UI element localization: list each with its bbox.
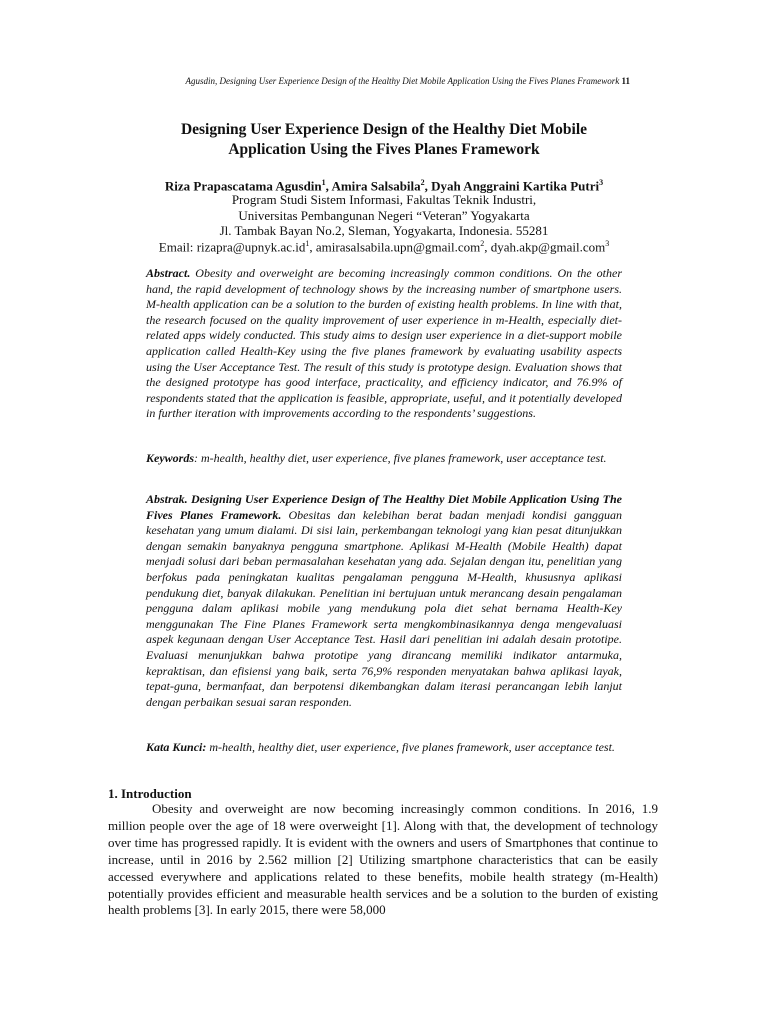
keywords-english <box>146 451 622 467</box>
section-heading-introduction: 1. Introduction <box>108 786 192 801</box>
kata-kunci-label: Kata Kunci: <box>146 740 207 754</box>
email-mark: 3 <box>605 239 610 248</box>
email-line <box>60 236 708 255</box>
email-label: Email: <box>158 239 197 255</box>
author-name: Dyah Anggraini Kartika Putri <box>431 178 600 194</box>
email-separator: , <box>309 239 316 255</box>
author-separator: , <box>325 178 332 194</box>
affiliation-address: Jl. Tambak Bayan No.2, Sleman, Yogyakarta, Indonesia. 55281 <box>219 223 549 238</box>
abstract-label: Abstract. <box>146 266 191 280</box>
running-title: Agusdin, Designing User Experience Design of the Healthy Diet Mobile Application Using the Fives Planes Framework <box>185 76 620 86</box>
email-address: amirasalsabila.upn@gmail.com <box>315 239 481 255</box>
keywords-label: Keywords <box>146 451 194 465</box>
paper-title <box>100 120 668 160</box>
email-mark: 1 <box>305 239 310 248</box>
author-name: Amira Salsabila <box>331 178 421 194</box>
title-line-1: Designing User Experience Design of the Healthy Diet Mobile <box>180 121 588 138</box>
email-mark: 2 <box>480 239 485 248</box>
author-name: Riza Prapascatama Agusdin <box>164 178 322 194</box>
abstract-body: Obesity and overweight are becoming increasingly common conditions. On the other hand, the rapid development of technology shows by the increasing number of smartphone users. M-health application can be a solution to the burden of existing health problems. In line with that, the research focused on the quality improvement of user experience in m-Health, especially diet-related apps widely conducted. This study aims to design user experience in a diet-support mobile application called Health-Key using the five planes framework by evaluating usability aspects using the User Acceptance Test. The result of this study is prototype design. Evaluation shows that the designed prototype has good interface, practicality, and efficiency indicator, and 76.9% of respondents stated that the application is feasible, appropriate, useful, and it potentially developed in further iteration with improvements according to the respondents’ suggestions. <box>146 266 622 421</box>
abstract-indonesian <box>146 492 622 710</box>
keywords-indonesian <box>146 740 622 756</box>
kata-kunci-body: m-health, healthy diet, user experience, five planes framework, user acceptance test. <box>206 740 615 754</box>
affiliation-line: Program Studi Sistem Informasi, Fakultas Teknik Industri, <box>231 192 537 207</box>
keywords-body: : m-health, healthy diet, user experience, five planes framework, user acceptance test. <box>194 451 607 465</box>
abstract-english <box>146 266 622 422</box>
affiliation <box>60 192 708 239</box>
author-separator: , <box>424 178 432 194</box>
author-affiliation-mark: 3 <box>599 178 604 187</box>
affiliation-line: Universitas Pembangunan Negeri “Veteran” Yogyakarta <box>238 207 530 223</box>
email-address: dyah.akp@gmail.com <box>490 239 606 255</box>
running-header <box>60 76 630 86</box>
author-affiliation-mark: 2 <box>420 178 425 187</box>
abstrak-label: Abstrak. Designing User Experience Design of The Healthy Diet Mobile Application Using The Fives Planes Framework. <box>146 492 622 522</box>
abstrak-body: Obesitas dan kelebihan berat badan menjadi kondisi gangguan kesehatan yang umum dialami. Di sisi lain, perkembangan teknologi yang kian pesat ditunjukkan dengan semakin banyaknya pengguna smartphone. Aplikasi M-Health (Mobile Health) dapat menjadi solusi dari beban permasalahan kesehatan yang ada. Sejalan dengan itu, penelitian yang berfokus pada peningkatan kualitas pengalaman pengguna M-Health, khususnya aplikasi pendukung diet, banyak dilakukan. Penelitian ini bertujuan untuk merancang desain pengalaman pengguna dalam aplikasi mobile yang mendukung pola diet sehat bernama Health-Key menggunakan The Fine Planes Framework serta mengkombinasikannya denga mengevaluasi aspek kegunaan dengan User Acceptance Test. Hasil dari penelitian ini adalah desain prototipe. Evaluasi menunjukkan bahwa prototipe yang dirancang memiliki indikator antarmuka, kepraktisan, dan efisiensi yang baik, serta 76,9% responden menyatakan bahwa aplikasi layak, tepat-guna, bermanfaat, dan berpotensi dikembangkan dalam iterasi perancangan lebih lanjut dengan perbaikan sesuai saran responden. <box>146 507 622 709</box>
title-line-2: Application Using the Fives Planes Framework <box>228 141 540 158</box>
page-number: 11 <box>621 76 630 86</box>
email-address: rizapra@upnyk.ac.id <box>196 239 306 255</box>
introduction-paragraph: Obesity and overweight are now becoming increasingly common conditions. In 2016, 1.9 million people over the age of 18 were overweight [1]. Along with that, the development of technology over time has progressed rapidly. It is evident with the owners and users of Smartphones that continue to increase, until in 2016 by 2.562 million [2] Utilizing smartphone characteristics that can be easily accessed everywhere and applications related to these benefits, mobile health strategy (m-Health) potentially provides efficient and measurable health services and be a solution to the burden of existing health problems [3]. In early 2015, there were 58,000 <box>108 801 658 918</box>
author-affiliation-mark: 1 <box>321 178 326 187</box>
email-separator: , <box>484 239 491 255</box>
